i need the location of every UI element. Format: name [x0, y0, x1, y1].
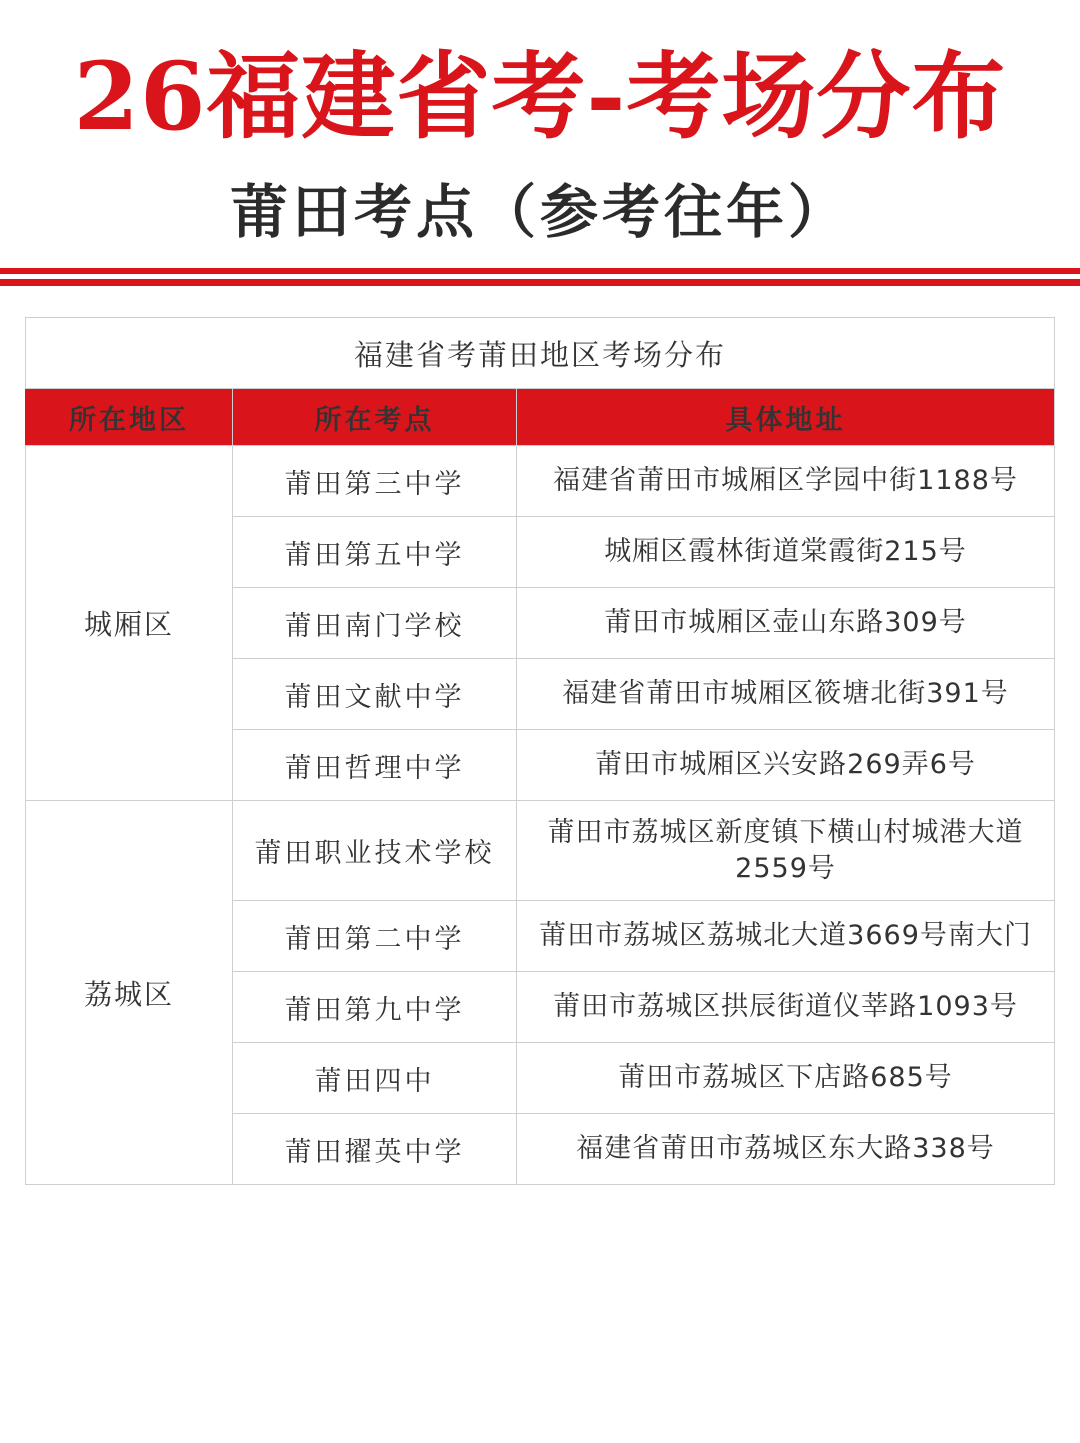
address-cell: 福建省莆田市荔城区东大路338号 — [517, 1114, 1055, 1185]
district-cell: 城厢区 — [26, 446, 233, 801]
school-cell: 莆田四中 — [233, 1043, 517, 1114]
school-cell: 莆田第五中学 — [233, 517, 517, 588]
school-cell: 莆田哲理中学 — [233, 730, 517, 801]
column-header-district: 所在地区 — [26, 389, 233, 446]
address-cell: 莆田市荔城区下店路685号 — [517, 1043, 1055, 1114]
address-cell: 莆田市城厢区兴安路269弄6号 — [517, 730, 1055, 801]
header-divider-bottom — [0, 279, 1080, 286]
address-cell: 莆田市荔城区新度镇下横山村城港大道2559号 — [517, 801, 1055, 901]
address-cell: 福建省莆田市城厢区筱塘北街391号 — [517, 659, 1055, 730]
school-cell: 莆田第三中学 — [233, 446, 517, 517]
school-cell: 莆田第九中学 — [233, 972, 517, 1043]
address-cell: 城厢区霞林街道棠霞街215号 — [517, 517, 1055, 588]
school-cell: 莆田第二中学 — [233, 901, 517, 972]
school-cell: 莆田擢英中学 — [233, 1114, 517, 1185]
header-divider-top — [0, 268, 1080, 274]
table-caption: 福建省考莆田地区考场分布 — [26, 318, 1055, 389]
school-cell: 莆田职业技术学校 — [233, 801, 517, 901]
school-cell: 莆田文献中学 — [233, 659, 517, 730]
table-header-row — [26, 389, 1055, 446]
exam-venue-table — [25, 317, 1055, 1185]
table-row — [26, 446, 1055, 517]
district-cell: 荔城区 — [26, 801, 233, 1185]
table-row — [26, 801, 1055, 901]
address-cell: 福建省莆田市城厢区学园中街1188号 — [517, 446, 1055, 517]
school-cell: 莆田南门学校 — [233, 588, 517, 659]
address-cell: 莆田市荔城区荔城北大道3669号南大门 — [517, 901, 1055, 972]
address-cell: 莆田市荔城区拱辰街道仪莘路1093号 — [517, 972, 1055, 1043]
sub-title: 莆田考点（参考往年） — [229, 178, 850, 246]
column-header-address: 具体地址 — [517, 389, 1055, 446]
main-title: 26福建省考-考场分布 — [73, 42, 1007, 152]
column-header-school: 所在考点 — [233, 389, 517, 446]
address-cell: 莆田市城厢区壶山东路309号 — [517, 588, 1055, 659]
